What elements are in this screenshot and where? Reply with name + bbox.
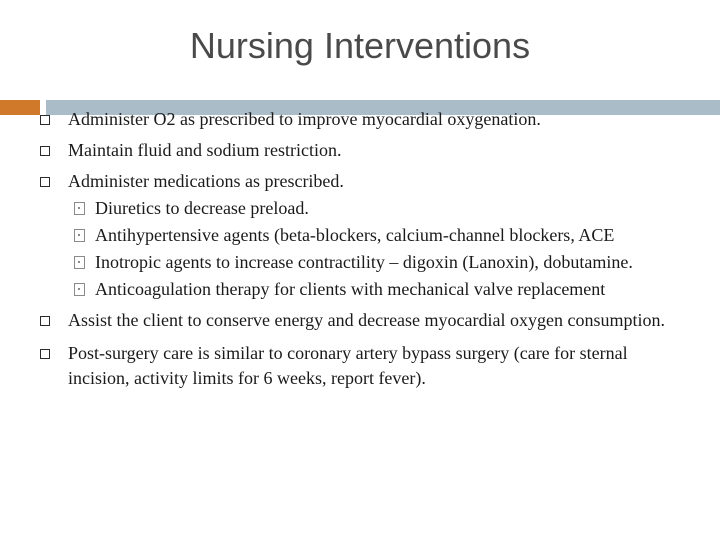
square-bullet-icon — [40, 177, 50, 187]
square-bullet-icon — [40, 115, 50, 125]
list-item — [0, 169, 720, 194]
sub-list-item-text: Inotropic agents to increase contractility – digoxin (Lanoxin), dobutamine. — [95, 252, 633, 272]
bullet-list — [0, 107, 720, 397]
slide-title: Nursing Interventions — [189, 25, 531, 66]
sub-list-item — [0, 196, 720, 221]
sub-bullet-icon — [74, 202, 85, 215]
list-item-text: Maintain fluid and sodium restriction. — [68, 140, 342, 160]
sub-bullet-icon — [74, 229, 85, 242]
list-item — [0, 341, 720, 391]
sub-bullet-icon — [74, 256, 85, 269]
list-item — [0, 308, 720, 333]
list-item-text: Administer O2 as prescribed to improve myocardial oxygenation. — [68, 109, 541, 129]
sub-list-item-text: Diuretics to decrease preload. — [95, 198, 309, 218]
square-bullet-icon — [40, 146, 50, 156]
sub-list-item — [0, 250, 720, 275]
sub-list-item-text: Anticoagulation therapy for clients with mechanical valve replacement — [95, 279, 606, 299]
sub-list-item — [0, 223, 720, 248]
list-item-text: Post-surgery care is similar to coronary artery bypass surgery (care for sternal incision, activity limits for 6 weeks, report fever). — [68, 343, 628, 388]
list-item-text: Administer medications as prescribed. — [68, 171, 344, 191]
square-bullet-icon — [40, 349, 50, 359]
square-bullet-icon — [40, 316, 50, 326]
list-item — [0, 107, 720, 132]
sub-list-item-text: Antihypertensive agents (beta-blockers, calcium-channel blockers, ACE — [95, 225, 615, 245]
sub-list-item — [0, 277, 720, 302]
list-item — [0, 138, 720, 163]
list-item-text: Assist the client to conserve energy and decrease myocardial oxygen consumption. — [68, 310, 665, 330]
sub-bullet-icon — [74, 283, 85, 296]
